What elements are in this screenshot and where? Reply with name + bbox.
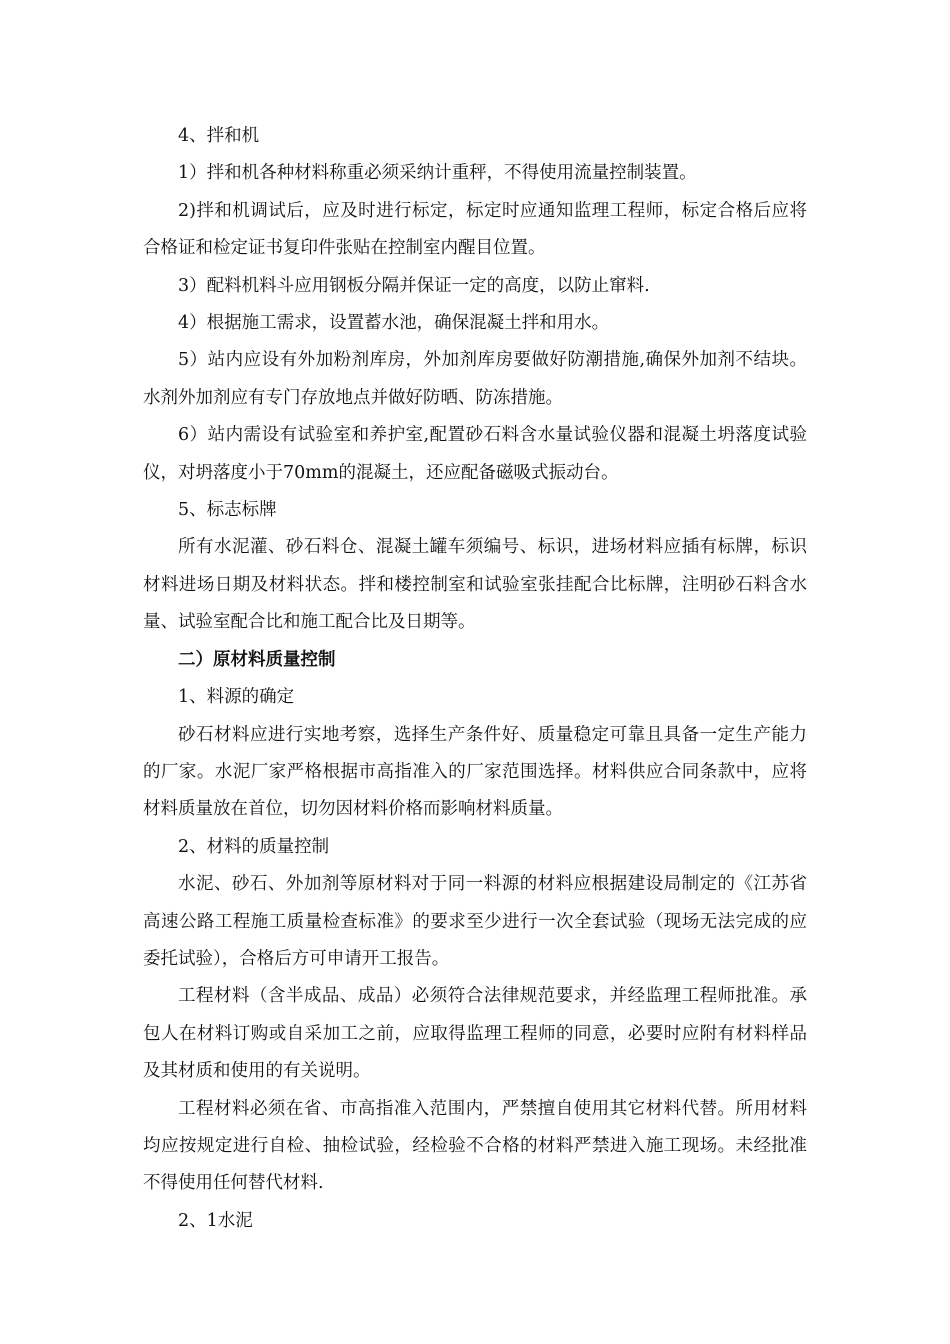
paragraph-section-4-title: 4、拌和机 bbox=[178, 126, 260, 146]
paragraph-4-3: 3）配料机料斗应用钢板分隔并保证一定的高度，以防止窜料. bbox=[178, 275, 650, 296]
paragraph-2-body-b: 工程材料（含半成品、成品）必须符合法律规范要求，并经监理工程师批准。承包人在材料订购或自采加工之前，应取得监理工程师的同意，必要时应附有材料样品及其材质和使用的有关说明。 bbox=[143, 986, 807, 1082]
paragraph-5-body: 所有水泥灌、砂石料仓、混凝土罐车须编号、标识，进场材料应插有标牌，标识材料进场日期及材料状态。拌和楼控制室和试验室张挂配合比标牌，注明砂石料含水量、试验室配合比和施工配合比及日期等。 bbox=[143, 537, 807, 633]
paragraph-4-5: 5）站内应设有外加粉剂库房，外加剂库房要做好防潮措施,确保外加剂不结块。水剂外加剂应有专门存放地点并做好防晒、防冻措施。 bbox=[143, 350, 807, 408]
heading-raw-material-quality: 二）原材料质量控制 bbox=[178, 649, 336, 670]
paragraph-4-1: 1）拌和机各种材料称重必须采纳计重秤，不得使用流量控制装置。 bbox=[178, 163, 697, 184]
paragraph-2-1-title: 2、1水泥 bbox=[178, 1210, 253, 1231]
paragraph-1-title: 1、料源的确定 bbox=[178, 687, 295, 708]
paragraph-4-6: 6）站内需设有试验室和养护室,配置砂石料含水量试验仪器和混凝土坍落度试验仪，对坍落度小于70mm的混凝土，还应配备磁吸式振动台。 bbox=[143, 425, 807, 483]
paragraph-2-body-c: 工程材料必须在省、市高指准入范围内，严禁擅自使用其它材料代替。所用材料均应按规定进行自检、抽检试验，经检验不合格的材料严禁进入施工现场。未经批准不得使用任何替代材料. bbox=[143, 1098, 807, 1194]
document-body bbox=[143, 118, 807, 1240]
paragraph-1-body: 砂石材料应进行实地考察，选择生产条件好、质量稳定可靠且具备一定生产能力的厂家。水泥厂家严格根据市高指准入的厂家范围选择。材料供应合同条款中，应将材料质量放在首位，切勿因材料价格而影响材料质量。 bbox=[143, 724, 807, 820]
paragraph-4-4: 4）根据施工需求，设置蓄水池，确保混凝土拌和用水。 bbox=[178, 313, 610, 334]
paragraph-2-body-a: 水泥、砂石、外加剂等原材料对于同一料源的材料应根据建设局制定的《江苏省高速公路工程施工质量检查标准》的要求至少进行一次全套试验（现场无法完成的应委托试验），合格后方可申请开工报告。 bbox=[143, 874, 807, 969]
paragraph-4-2: 2)拌和机调试后，应及时进行标定，标定时应通知监理工程师，标定合格后应将合格证和检定证书复印件张贴在控制室内醒目位置。 bbox=[143, 200, 807, 259]
paragraph-2-title: 2、材料的质量控制 bbox=[178, 836, 330, 857]
paragraph-section-5-title: 5、标志标牌 bbox=[178, 500, 277, 521]
